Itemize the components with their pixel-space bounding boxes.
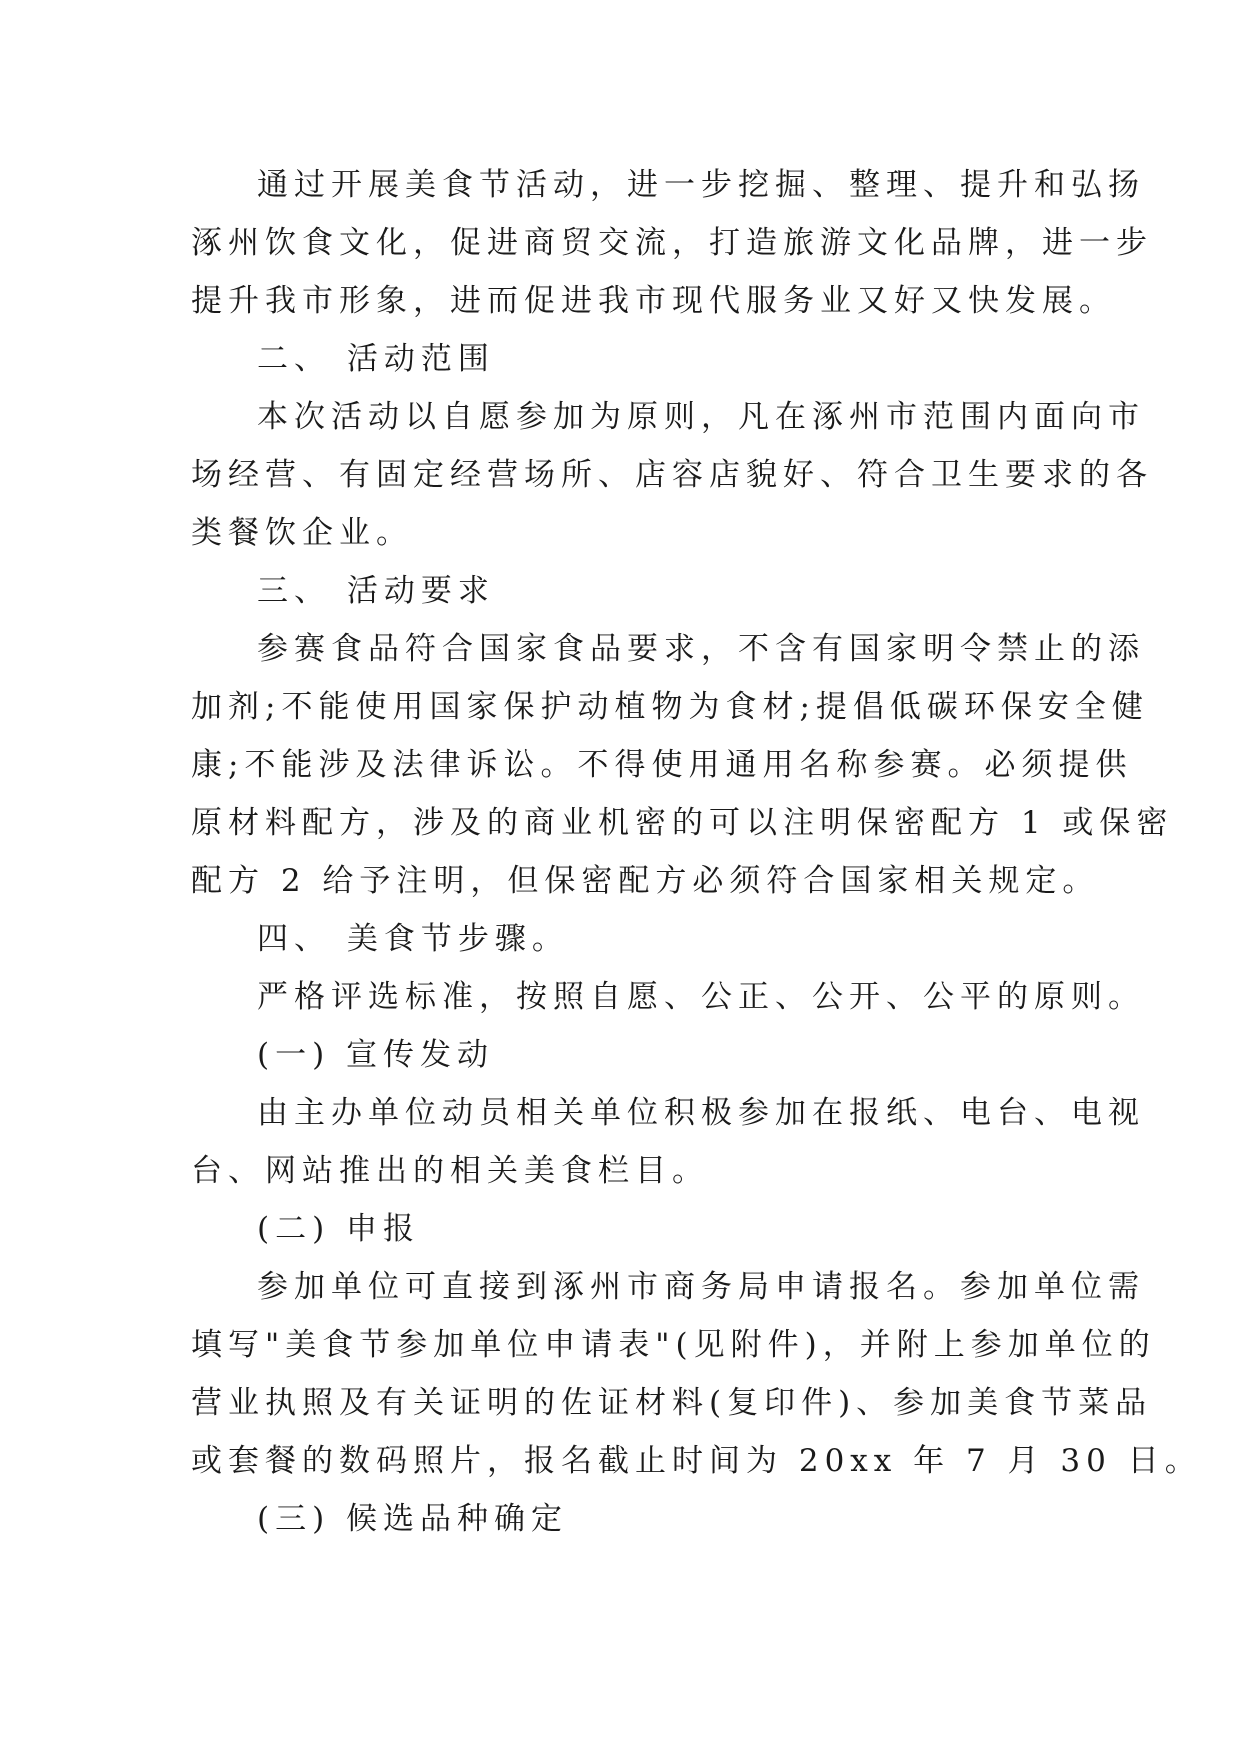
- paragraph-line: 严格评选标准，按照自愿、公正、公开、公平的原则。: [257, 979, 1145, 1015]
- paragraph-line: 参赛食品符合国家食品要求，不含有国家明令禁止的添: [257, 631, 1145, 667]
- paragraph-line: 台、网站推出的相关美食栏目。: [191, 1153, 709, 1189]
- paragraph-line: 场经营、有固定经营场所、店容店貌好、符合卫生要求的各: [191, 457, 1153, 493]
- paragraph-line: 参加单位可直接到涿州市商务局申请报名。参加单位需: [257, 1269, 1145, 1305]
- paragraph-line: 配方 2 给予注明，但保密配方必须符合国家相关规定。: [191, 863, 1100, 899]
- paragraph-line: 康;不能涉及法律诉讼。不得使用通用名称参赛。必须提供: [191, 747, 1133, 783]
- paragraph-line: 由主办单位动员相关单位积极参加在报纸、电台、电视: [257, 1095, 1145, 1131]
- paragraph-line: 提升我市形象，进而促进我市现代服务业又好又快发展。: [191, 283, 1116, 319]
- subsection-heading-publicity: (一) 宣传发动: [257, 1037, 495, 1073]
- section-heading-requirements: 三、 活动要求: [257, 573, 495, 609]
- paragraph-line: 填写"美食节参加单位申请表"(见附件)，并附上参加单位的: [191, 1327, 1156, 1363]
- paragraph-line: 类餐饮企业。: [191, 515, 413, 551]
- paragraph-line: 加剂;不能使用国家保护动植物为食材;提倡低碳环保安全健: [191, 689, 1149, 725]
- paragraph-line: 原材料配方，涉及的商业机密的可以注明保密配方 1 或保密: [191, 805, 1174, 841]
- subsection-heading-application: (二) 申报: [257, 1211, 421, 1247]
- section-heading-steps: 四、 美食节步骤。: [257, 921, 569, 957]
- paragraph-line: 涿州饮食文化，促进商贸交流，打造旅游文化品牌，进一步: [191, 225, 1153, 261]
- subsection-heading-candidates: (三) 候选品种确定: [257, 1501, 569, 1537]
- paragraph-line: 或套餐的数码照片，报名截止时间为 20xx 年 7 月 30 日。: [191, 1443, 1202, 1479]
- paragraph-line: 本次活动以自愿参加为原则，凡在涿州市范围内面向市: [257, 399, 1145, 435]
- paragraph-line: 营业执照及有关证明的佐证材料(复印件)、参加美食节菜品: [191, 1385, 1153, 1421]
- paragraph-line: 通过开展美食节活动，进一步挖掘、整理、提升和弘扬: [257, 167, 1145, 203]
- section-heading-scope: 二、 活动范围: [257, 341, 495, 377]
